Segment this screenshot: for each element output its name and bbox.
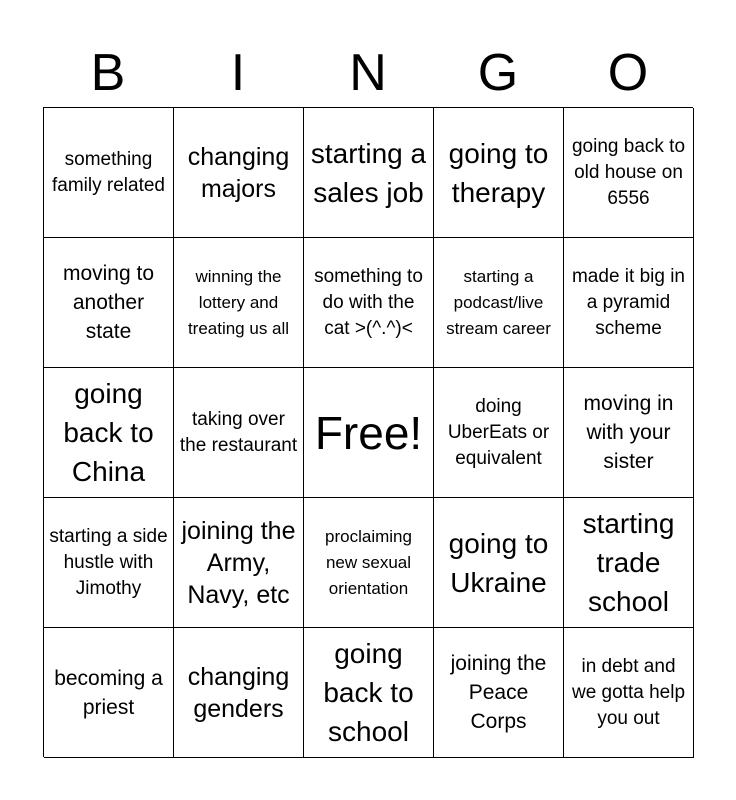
cell-text: winning the lottery and treating us all <box>187 266 290 338</box>
bingo-cell-r2c1[interactable] <box>44 238 174 368</box>
bingo-cell-r5c5[interactable] <box>564 628 694 758</box>
cell-text: starting a podcast/live stream career <box>446 266 551 338</box>
bingo-cell-r1c1[interactable] <box>44 108 174 238</box>
free-space-text: Free! <box>314 406 423 459</box>
cell-text: made it big in a pyramid scheme <box>571 265 685 339</box>
bingo-cell-r4c5[interactable] <box>564 498 694 628</box>
cell-text: doing UberEats or equivalent <box>447 395 550 469</box>
bingo-cell-r3c1[interactable] <box>44 368 174 498</box>
bingo-cell-r1c5[interactable] <box>564 108 694 238</box>
cell-text: changing genders <box>187 662 290 723</box>
bingo-cell-r4c3[interactable] <box>304 498 434 628</box>
cell-text: starting trade school <box>582 508 675 617</box>
bingo-cell-r5c4[interactable] <box>434 628 564 758</box>
bingo-board <box>43 107 693 757</box>
cell-text: moving to another state <box>62 262 155 343</box>
cell-text: going to Ukraine <box>448 527 549 598</box>
cell-text: taking over the restaurant <box>179 408 298 456</box>
cell-text: becoming a priest <box>54 666 163 719</box>
bingo-cell-r2c5[interactable] <box>564 238 694 368</box>
bingo-cell-r4c2[interactable] <box>174 498 304 628</box>
cell-text: joining the Army, Navy, etc <box>181 516 296 609</box>
bingo-cell-r1c2[interactable] <box>174 108 304 238</box>
bingo-header <box>43 40 693 106</box>
cell-text: something family related <box>52 148 165 196</box>
bingo-cell-r3c5[interactable] <box>564 368 694 498</box>
bingo-cell-r5c2[interactable] <box>174 628 304 758</box>
cell-text: going back to old house on 6556 <box>571 135 686 209</box>
header-letter-b: B <box>90 44 126 102</box>
bingo-cell-r4c1[interactable] <box>44 498 174 628</box>
cell-text: joining the Peace Corps <box>450 652 547 733</box>
bingo-cell-r5c1[interactable] <box>44 628 174 758</box>
bingo-cell-r2c2[interactable] <box>174 238 304 368</box>
bingo-cell-r5c3[interactable] <box>304 628 434 758</box>
bingo-cell-r1c4[interactable] <box>434 108 564 238</box>
cell-text: going to therapy <box>448 137 549 208</box>
bingo-cell-r3c2[interactable] <box>174 368 304 498</box>
cell-text: something to do with the cat >(^.^)< <box>314 265 423 339</box>
cell-text: moving in with your sister <box>583 392 674 473</box>
header-letter-g: G <box>477 44 519 102</box>
header-letter-i: I <box>230 44 246 102</box>
cell-text: in debt and we gotta help you out <box>571 655 686 729</box>
cell-text: starting a side hustle with Jimothy <box>49 525 168 599</box>
bingo-cell-r2c3[interactable] <box>304 238 434 368</box>
bingo-cell-r1c3[interactable] <box>304 108 434 238</box>
bingo-cell-r2c4[interactable] <box>434 238 564 368</box>
bingo-cell-free[interactable] <box>304 368 434 498</box>
bingo-cell-r3c4[interactable] <box>434 368 564 498</box>
cell-text: going back to school <box>323 638 414 747</box>
cell-text: changing majors <box>187 142 290 203</box>
cell-text: proclaiming new sexual orientation <box>325 526 412 598</box>
cell-text: going back to China <box>63 378 154 487</box>
header-letter-o: O <box>607 44 649 102</box>
bingo-cell-r4c4[interactable] <box>434 498 564 628</box>
cell-text: starting a sales job <box>310 137 427 208</box>
header-letter-n: N <box>349 44 387 102</box>
